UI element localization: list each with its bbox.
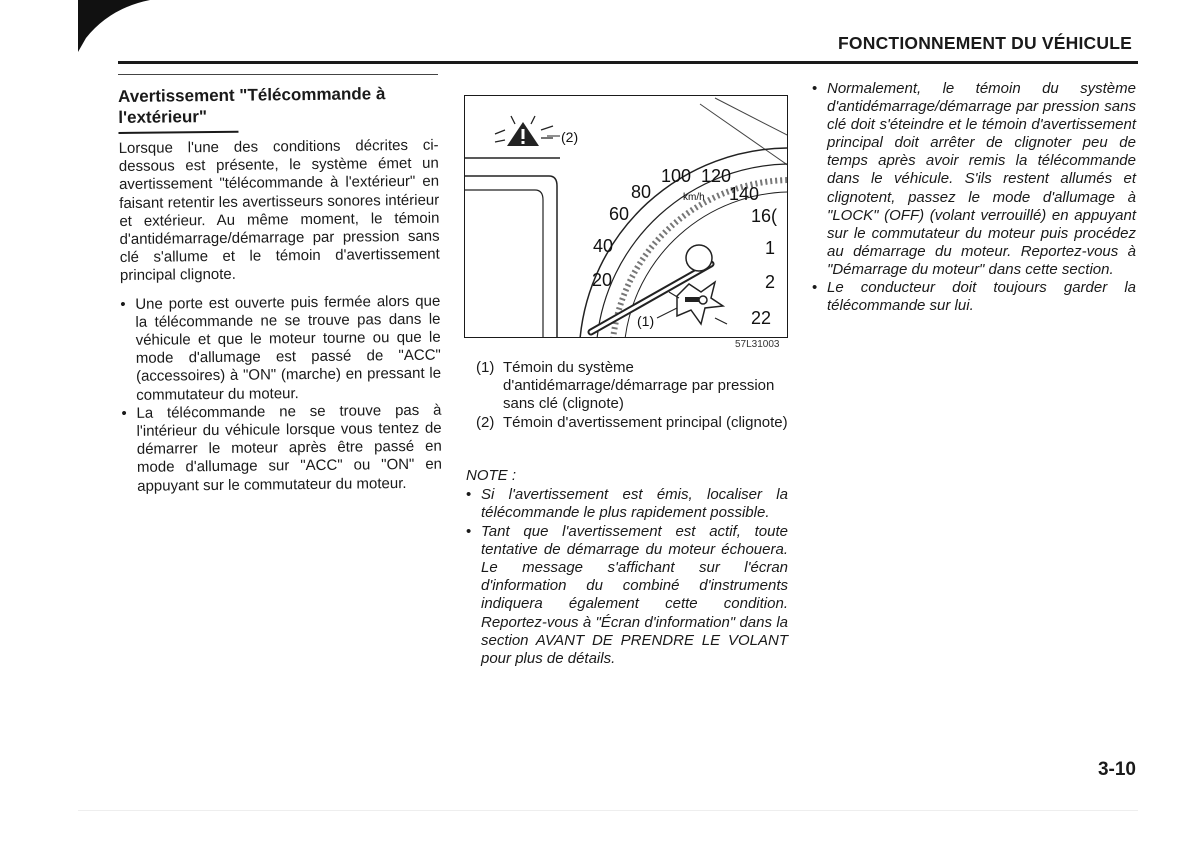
caption-1: (1) Témoin du système d'antidémarrage/démarrage par pression sans clé (clignote) xyxy=(476,359,775,413)
figure-id: 57L31003 xyxy=(735,339,780,350)
list-item: • Normalement, le témoin du système d'antidémarrage/démarrage par pression sans clé doit s'éteindre et le témoin d'avertissement principal doit arrêter de clignoter peu de temps après avoir remis la télécommande dans le véhicule. S'ils restent allumés et clignotent, passez le mode d'allumage à "LOCK" (OFF) (volant verrouillé) en appuyant sur le commutateur du moteur puis procédez au démarrage du moteur. Reportez-vous à "Démarrage du moteur" dans cette section. xyxy=(812,80,1136,279)
speedometer-illustration xyxy=(465,96,788,338)
speed-label-120: 120 xyxy=(701,166,732,186)
note-label: NOTE : xyxy=(466,467,517,484)
callout-1: (1) xyxy=(637,313,655,329)
column-left xyxy=(118,83,442,496)
note-block xyxy=(466,467,788,668)
speed-label-200: 2 xyxy=(765,272,776,292)
speed-label-160: 16( xyxy=(751,206,778,226)
list-item: • Le conducteur doit toujours garder la télécommande sur lui. xyxy=(812,279,1136,315)
speed-unit: km/h xyxy=(683,192,705,203)
page-number: 3-10 xyxy=(1097,759,1136,780)
list-item: • Une porte est ouverte puis fermée alors que la télécommande ne se trouve pas dans le véhicule et que le moteur tourne ou que le mode d'allumage est passé de "ACC" (accessoires) à "ON" (marche) en pressant le commutateur du moteur. xyxy=(120,292,441,405)
figure-captions xyxy=(476,359,788,432)
speed-label-20: 20 xyxy=(592,270,613,290)
note-list xyxy=(466,486,788,668)
speed-label-80: 80 xyxy=(631,182,652,202)
caption-2: (2) Témoin d'avertissement principal (clignote) xyxy=(476,413,788,431)
list-item: • Si l'avertissement est émis, localiser la télécommande le plus rapidement possible. xyxy=(466,486,788,522)
condition-list xyxy=(120,292,442,496)
list-item: • Tant que l'avertissement est actif, toute tentative de démarrage du moteur échouera. Le message s'affichant sur l'écran d'information du combiné d'instruments indiquera également cette condition. Reportez-vous à "Écran d'information" dans la section AVANT DE PRENDRE LE VOLANT pour plus de détails. xyxy=(466,523,788,669)
speed-label-60: 60 xyxy=(609,204,630,224)
callout-2: (2) xyxy=(561,129,579,145)
header-rule xyxy=(118,61,1138,64)
speed-label-100: 100 xyxy=(661,166,692,186)
followup-list xyxy=(812,80,1136,315)
instrument-cluster-figure xyxy=(464,95,788,338)
scan-edge xyxy=(78,810,1138,811)
column-rule xyxy=(118,74,438,75)
column-right xyxy=(812,80,1136,315)
heading-underline xyxy=(118,131,238,134)
section-heading: Avertissement "Télécommande à l'extérieur" xyxy=(118,84,386,127)
key-warning-icon xyxy=(669,282,727,324)
speed-label-40: 40 xyxy=(593,236,614,256)
speed-label-220: 22 xyxy=(751,308,772,328)
chapter-title: FONCTIONNEMENT DU VÉHICULE xyxy=(838,33,1132,53)
speed-label-180: 1 xyxy=(765,238,776,258)
speed-label-140: 140 xyxy=(729,184,760,204)
scan-corner-shadow xyxy=(0,0,150,60)
list-item: • La télécommande ne se trouve pas à l'intérieur du véhicule lorsque vous tentez de démarrer le moteur après être passé en mode d'allumage sur "ACC" ou "ON" en appuyant sur le commutateur du moteur. xyxy=(121,401,442,495)
intro-paragraph: Lorsque l'une des conditions décrites ci-dessous est présente, le système émet un avertissement "télécommande à l'extérieur" en faisant retentir les avertisseurs sonores intérieur et extérieur. Au même moment, le témoin d'antidémarrage/démarrage par pression sans clé s'allume et le témoin d'avertissement principal clignote. xyxy=(118,136,440,285)
master-warning-icon xyxy=(495,116,553,146)
